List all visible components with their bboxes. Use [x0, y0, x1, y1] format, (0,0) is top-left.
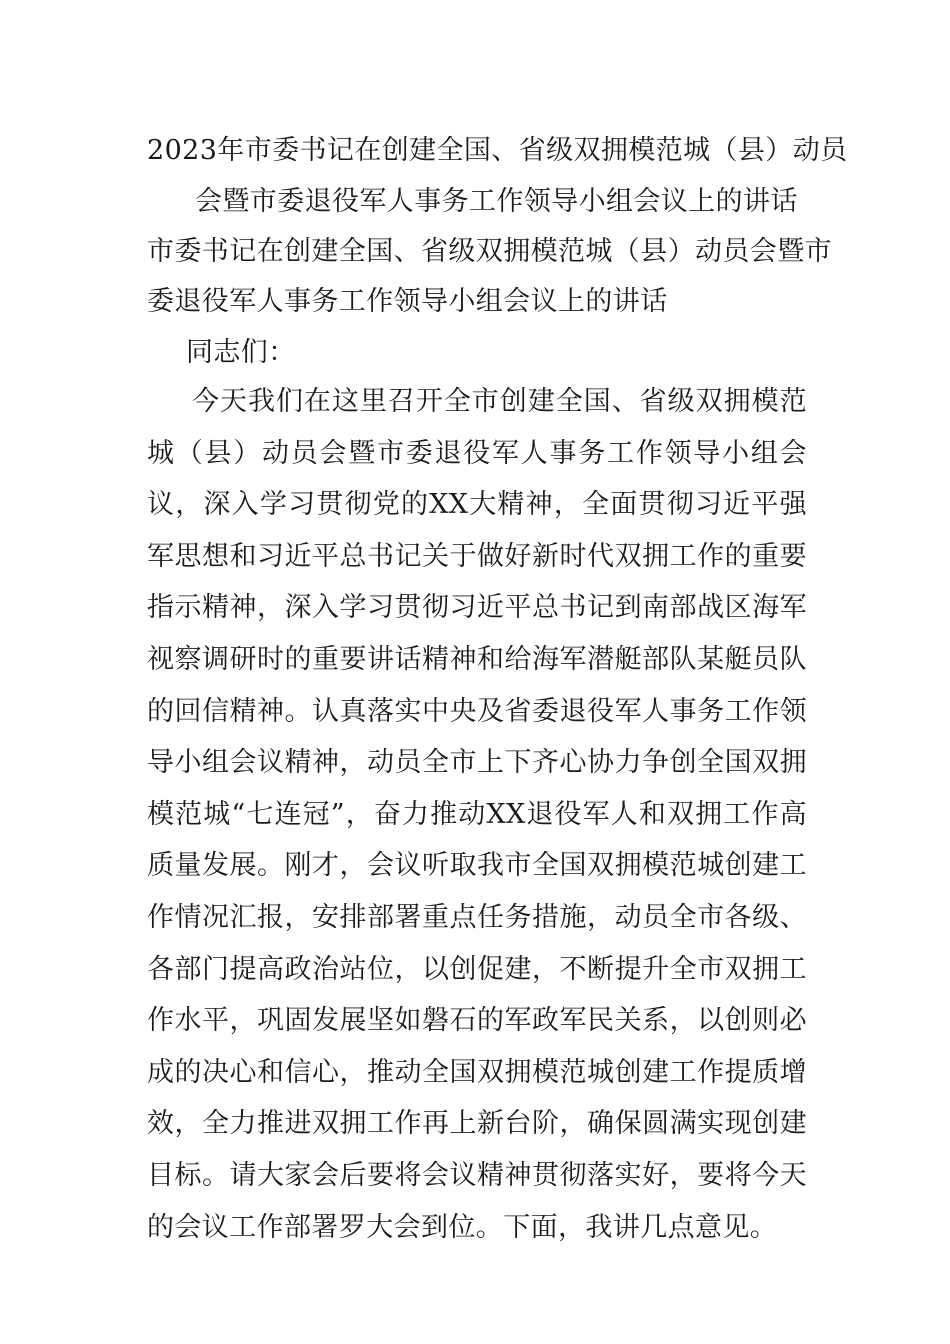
document-title-line-2: 会暨市委退役军人事务工作领导小组会议上的讲话 — [195, 186, 798, 217]
document-subtitle-line-1: 市委书记在创建全国、省级双拥模范城（县）动员会暨市 — [147, 236, 832, 267]
document-subtitle-line-2: 委退役军人事务工作领导小组会议上的讲话 — [147, 286, 668, 317]
body-paragraph: 今天我们在这里召开全市创建全国、省级双拥模范城（县）动员会暨市委退役军人事务工作领导小组会议，深入学习贯彻党的XX大精神，全面贯彻习近平强军思想和习近平总书记关于做好新时代双拥工作的重要指示精神，深入学习贯彻习近平总书记到南部战区海军视察调研时的重要讲话精神和给海军潜艇部队某艇员队的回信精神。认真落实中央及省委退役军人事务工作领导小组会议精神，动员全市上下齐心协力争创全国双拥模范城“七连冠”，奋力推动XX退役军人和双拥工作高质量发展。刚才，会议听取我市全国双拥模范城创建工作情况汇报，安排部署重点任务措施，动员全市各级、各部门提高政治站位，以创促建，不断提升全市双拥工作水平，巩固发展坚如磐石的军政军民关系，以创则必成的决心和信心，推动全国双拥模范城创建工作提质增效，全力推进双拥工作再上新台阶，确保圆满实现创建目标。请大家会后要将会议精神贯彻落实好，要将今天的会议工作部署罗大会到位。下面，我讲几点意见。 — [147, 386, 807, 1243]
document-title-line-1: 2023年市委书记在创建全国、省级双拥模范城（县）动员 — [147, 135, 848, 166]
greeting: 同志们： — [186, 337, 296, 368]
